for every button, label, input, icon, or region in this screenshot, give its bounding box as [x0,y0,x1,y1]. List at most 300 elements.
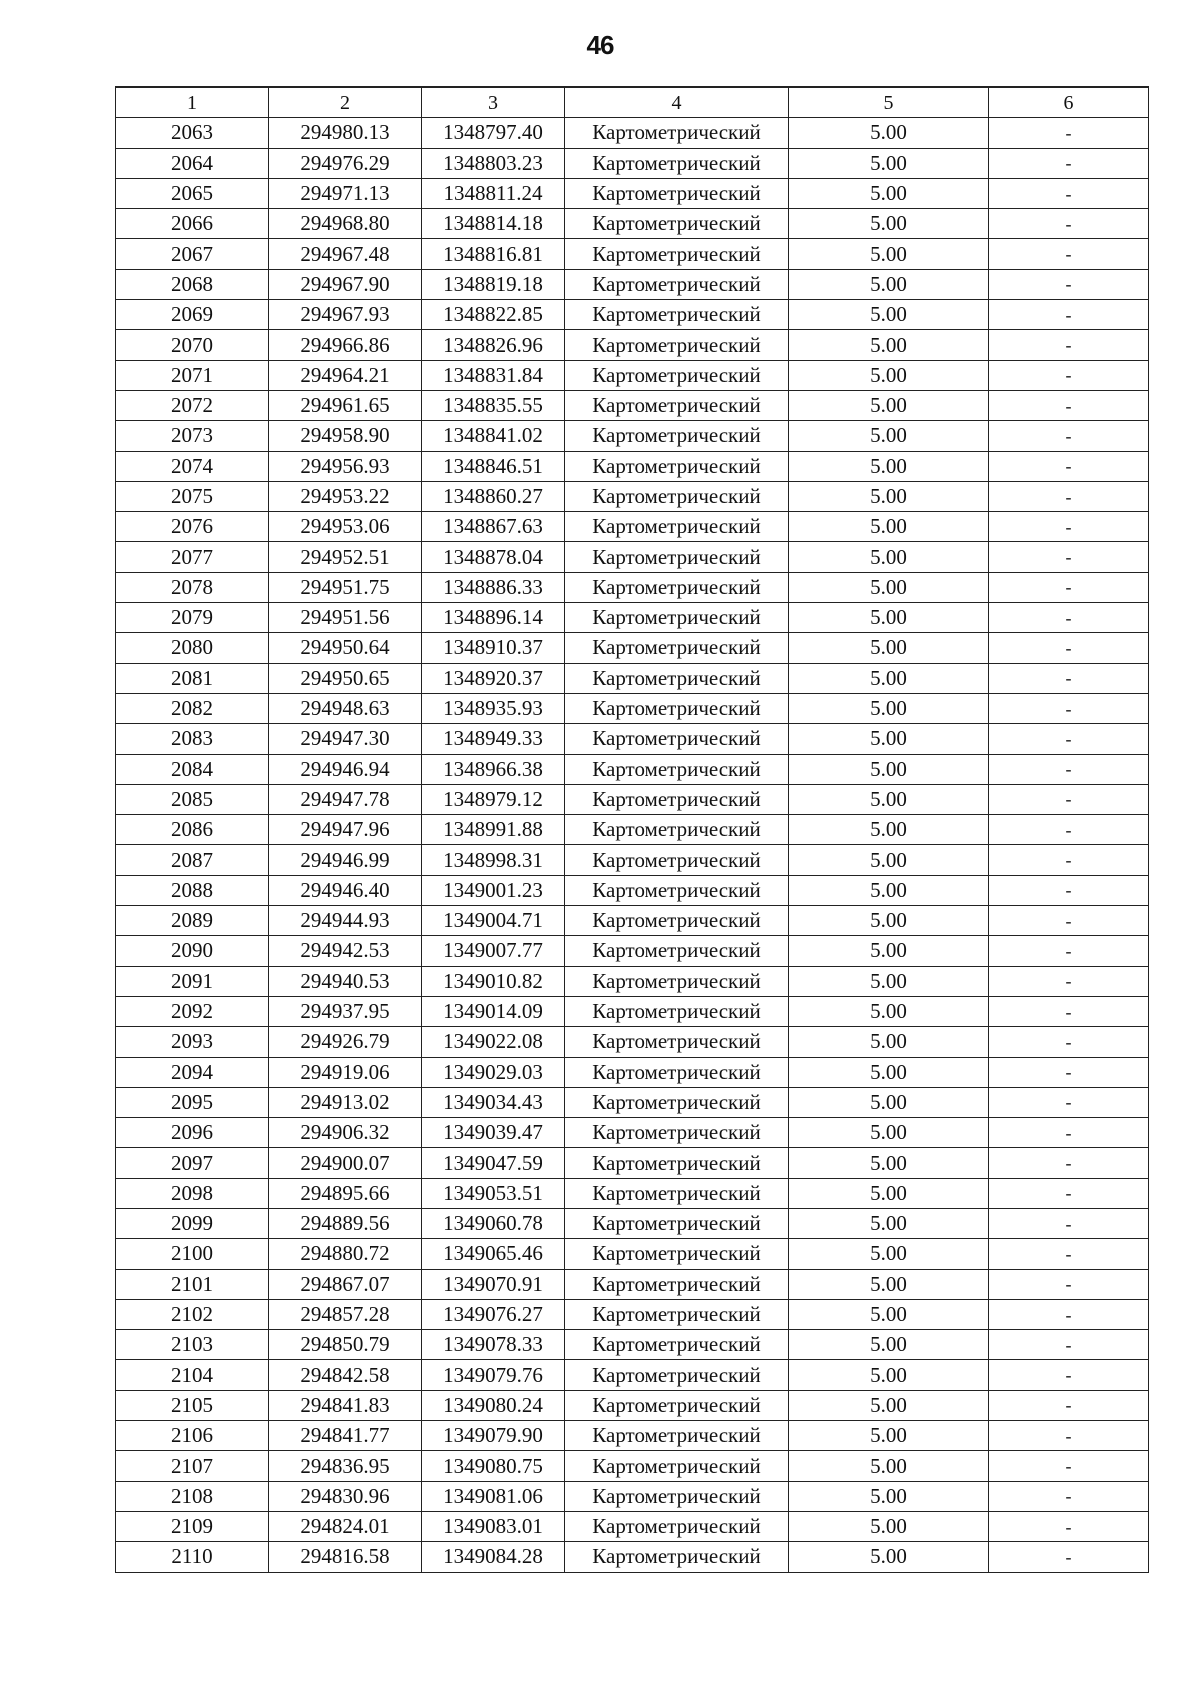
method-cell: Картометрический [565,1118,789,1148]
point-number-cell: 2102 [116,1299,269,1329]
accuracy-cell: 5.00 [789,1511,989,1541]
x-coordinate-cell: 294952.51 [269,542,422,572]
accuracy-cell: 5.00 [789,1148,989,1178]
description-cell: - [989,845,1149,875]
description-cell: - [989,1390,1149,1420]
point-number-cell: 2101 [116,1269,269,1299]
accuracy-cell: 5.00 [789,1057,989,1087]
point-number-cell: 2090 [116,936,269,966]
method-cell: Картометрический [565,1451,789,1481]
x-coordinate-cell: 294937.95 [269,996,422,1026]
point-number-cell: 2075 [116,481,269,511]
y-coordinate-cell: 1348935.93 [422,693,565,723]
y-coordinate-cell: 1348797.40 [422,118,565,148]
accuracy-cell: 5.00 [789,936,989,966]
point-number-cell: 2098 [116,1178,269,1208]
accuracy-cell: 5.00 [789,875,989,905]
method-cell: Картометрический [565,845,789,875]
y-coordinate-cell: 1349004.71 [422,906,565,936]
x-coordinate-cell: 294948.63 [269,693,422,723]
point-number-cell: 2088 [116,875,269,905]
method-cell: Картометрический [565,178,789,208]
method-cell: Картометрический [565,542,789,572]
y-coordinate-cell: 1348966.38 [422,754,565,784]
y-coordinate-cell: 1348867.63 [422,512,565,542]
method-cell: Картометрический [565,421,789,451]
y-coordinate-cell: 1349007.77 [422,936,565,966]
accuracy-cell: 5.00 [789,1208,989,1238]
y-coordinate-cell: 1348822.85 [422,300,565,330]
description-cell: - [989,1239,1149,1269]
y-coordinate-cell: 1349065.46 [422,1239,565,1269]
y-coordinate-cell: 1349080.24 [422,1390,565,1420]
description-cell: - [989,1511,1149,1541]
table-row [116,1087,1149,1117]
description-cell: - [989,1148,1149,1178]
description-cell: - [989,1421,1149,1451]
y-coordinate-cell: 1348949.33 [422,724,565,754]
point-number-cell: 2096 [116,1118,269,1148]
accuracy-cell: 5.00 [789,906,989,936]
table-row [116,663,1149,693]
x-coordinate-cell: 294940.53 [269,966,422,996]
accuracy-cell: 5.00 [789,178,989,208]
x-coordinate-cell: 294913.02 [269,1087,422,1117]
table-row [116,1269,1149,1299]
y-coordinate-cell: 1349001.23 [422,875,565,905]
point-number-cell: 2069 [116,300,269,330]
point-number-cell: 2076 [116,512,269,542]
y-coordinate-cell: 1348878.04 [422,542,565,572]
method-cell: Картометрический [565,1390,789,1420]
accuracy-cell: 5.00 [789,1178,989,1208]
point-number-cell: 2108 [116,1481,269,1511]
x-coordinate-cell: 294830.96 [269,1481,422,1511]
table-row [116,512,1149,542]
method-cell: Картометрический [565,1511,789,1541]
y-coordinate-cell: 1348803.23 [422,148,565,178]
point-number-cell: 2086 [116,815,269,845]
method-cell: Картометрический [565,1330,789,1360]
description-cell: - [989,1057,1149,1087]
x-coordinate-cell: 294926.79 [269,1027,422,1057]
point-number-cell: 2065 [116,178,269,208]
point-number-cell: 2066 [116,209,269,239]
accuracy-cell: 5.00 [789,1027,989,1057]
y-coordinate-cell: 1348841.02 [422,421,565,451]
method-cell: Картометрический [565,330,789,360]
method-cell: Картометрический [565,724,789,754]
method-cell: Картометрический [565,148,789,178]
description-cell: - [989,724,1149,754]
header-row [116,87,1149,118]
accuracy-cell: 5.00 [789,269,989,299]
description-cell: - [989,754,1149,784]
table-row [116,300,1149,330]
method-cell: Картометрический [565,1542,789,1572]
x-coordinate-cell: 294824.01 [269,1511,422,1541]
method-cell: Картометрический [565,209,789,239]
accuracy-cell: 5.00 [789,996,989,1026]
accuracy-cell: 5.00 [789,754,989,784]
method-cell: Картометрический [565,1239,789,1269]
accuracy-cell: 5.00 [789,815,989,845]
method-cell: Картометрический [565,633,789,663]
point-number-cell: 2063 [116,118,269,148]
x-coordinate-cell: 294836.95 [269,1451,422,1481]
column-header-5: 5 [789,87,989,118]
y-coordinate-cell: 1348835.55 [422,390,565,420]
y-coordinate-cell: 1349070.91 [422,1269,565,1299]
y-coordinate-cell: 1348831.84 [422,360,565,390]
point-number-cell: 2109 [116,1511,269,1541]
y-coordinate-cell: 1348846.51 [422,451,565,481]
description-cell: - [989,178,1149,208]
y-coordinate-cell: 1348811.24 [422,178,565,208]
accuracy-cell: 5.00 [789,633,989,663]
point-number-cell: 2070 [116,330,269,360]
description-cell: - [989,1087,1149,1117]
point-number-cell: 2087 [116,845,269,875]
table-row [116,1118,1149,1148]
method-cell: Картометрический [565,693,789,723]
x-coordinate-cell: 294895.66 [269,1178,422,1208]
point-number-cell: 2083 [116,724,269,754]
table-row [116,936,1149,966]
description-cell: - [989,1118,1149,1148]
table-row [116,178,1149,208]
column-header-4: 4 [565,87,789,118]
accuracy-cell: 5.00 [789,390,989,420]
table-row [116,603,1149,633]
accuracy-cell: 5.00 [789,1118,989,1148]
point-number-cell: 2084 [116,754,269,784]
description-cell: - [989,1360,1149,1390]
y-coordinate-cell: 1349083.01 [422,1511,565,1541]
x-coordinate-cell: 294946.94 [269,754,422,784]
accuracy-cell: 5.00 [789,1481,989,1511]
method-cell: Картометрический [565,875,789,905]
y-coordinate-cell: 1349084.28 [422,1542,565,1572]
method-cell: Картометрический [565,1481,789,1511]
table-row [116,1148,1149,1178]
y-coordinate-cell: 1349022.08 [422,1027,565,1057]
point-number-cell: 2073 [116,421,269,451]
method-cell: Картометрический [565,239,789,269]
method-cell: Картометрический [565,1178,789,1208]
accuracy-cell: 5.00 [789,451,989,481]
description-cell: - [989,875,1149,905]
x-coordinate-cell: 294816.58 [269,1542,422,1572]
table-row [116,845,1149,875]
description-cell: - [989,1178,1149,1208]
y-coordinate-cell: 1349034.43 [422,1087,565,1117]
description-cell: - [989,390,1149,420]
y-coordinate-cell: 1348910.37 [422,633,565,663]
accuracy-cell: 5.00 [789,1269,989,1299]
x-coordinate-cell: 294841.77 [269,1421,422,1451]
table-row [116,1027,1149,1057]
x-coordinate-cell: 294841.83 [269,1390,422,1420]
point-number-cell: 2077 [116,542,269,572]
method-cell: Картометрический [565,481,789,511]
y-coordinate-cell: 1348826.96 [422,330,565,360]
y-coordinate-cell: 1349076.27 [422,1299,565,1329]
point-number-cell: 2103 [116,1330,269,1360]
accuracy-cell: 5.00 [789,1390,989,1420]
y-coordinate-cell: 1348816.81 [422,239,565,269]
description-cell: - [989,815,1149,845]
y-coordinate-cell: 1349029.03 [422,1057,565,1087]
point-number-cell: 2068 [116,269,269,299]
table-row [116,693,1149,723]
description-cell: - [989,209,1149,239]
x-coordinate-cell: 294967.93 [269,300,422,330]
accuracy-cell: 5.00 [789,663,989,693]
table-row [116,906,1149,936]
x-coordinate-cell: 294947.30 [269,724,422,754]
x-coordinate-cell: 294857.28 [269,1299,422,1329]
description-cell: - [989,300,1149,330]
y-coordinate-cell: 1349060.78 [422,1208,565,1238]
point-number-cell: 2080 [116,633,269,663]
x-coordinate-cell: 294976.29 [269,148,422,178]
y-coordinate-cell: 1349080.75 [422,1451,565,1481]
description-cell: - [989,996,1149,1026]
method-cell: Картометрический [565,754,789,784]
table-row [116,754,1149,784]
description-cell: - [989,1269,1149,1299]
x-coordinate-cell: 294958.90 [269,421,422,451]
description-cell: - [989,906,1149,936]
table-row [116,784,1149,814]
description-cell: - [989,936,1149,966]
method-cell: Картометрический [565,512,789,542]
description-cell: - [989,330,1149,360]
table-row [116,1481,1149,1511]
point-number-cell: 2064 [116,148,269,178]
table-row [116,1542,1149,1572]
point-number-cell: 2078 [116,572,269,602]
x-coordinate-cell: 294951.75 [269,572,422,602]
x-coordinate-cell: 294964.21 [269,360,422,390]
accuracy-cell: 5.00 [789,845,989,875]
y-coordinate-cell: 1349079.90 [422,1421,565,1451]
accuracy-cell: 5.00 [789,603,989,633]
accuracy-cell: 5.00 [789,209,989,239]
table-row [116,1299,1149,1329]
page-number: 46 [586,30,614,60]
description-cell: - [989,1299,1149,1329]
accuracy-cell: 5.00 [789,481,989,511]
x-coordinate-cell: 294966.86 [269,330,422,360]
table-row [116,1239,1149,1269]
x-coordinate-cell: 294953.06 [269,512,422,542]
table-header [116,87,1149,118]
point-number-cell: 2074 [116,451,269,481]
point-number-cell: 2085 [116,784,269,814]
accuracy-cell: 5.00 [789,239,989,269]
table-row [116,209,1149,239]
y-coordinate-cell: 1348998.31 [422,845,565,875]
method-cell: Картометрический [565,1360,789,1390]
accuracy-cell: 5.00 [789,693,989,723]
accuracy-cell: 5.00 [789,360,989,390]
method-cell: Картометрический [565,936,789,966]
point-number-cell: 2081 [116,663,269,693]
method-cell: Картометрический [565,1299,789,1329]
accuracy-cell: 5.00 [789,1330,989,1360]
table-row [116,1208,1149,1238]
description-cell: - [989,239,1149,269]
accuracy-cell: 5.00 [789,300,989,330]
description-cell: - [989,663,1149,693]
description-cell: - [989,784,1149,814]
x-coordinate-cell: 294947.78 [269,784,422,814]
description-cell: - [989,1481,1149,1511]
x-coordinate-cell: 294947.96 [269,815,422,845]
method-cell: Картометрический [565,451,789,481]
table-row [116,1451,1149,1481]
point-number-cell: 2104 [116,1360,269,1390]
accuracy-cell: 5.00 [789,512,989,542]
coordinates-table [115,86,1149,1573]
accuracy-cell: 5.00 [789,148,989,178]
table-row [116,996,1149,1026]
y-coordinate-cell: 1349014.09 [422,996,565,1026]
y-coordinate-cell: 1348920.37 [422,663,565,693]
y-coordinate-cell: 1348979.12 [422,784,565,814]
column-header-2: 2 [269,87,422,118]
accuracy-cell: 5.00 [789,118,989,148]
x-coordinate-cell: 294967.48 [269,239,422,269]
point-number-cell: 2091 [116,966,269,996]
y-coordinate-cell: 1349078.33 [422,1330,565,1360]
table-row [116,390,1149,420]
x-coordinate-cell: 294906.32 [269,1118,422,1148]
column-header-6: 6 [989,87,1149,118]
method-cell: Картометрический [565,603,789,633]
point-number-cell: 2105 [116,1390,269,1420]
point-number-cell: 2092 [116,996,269,1026]
description-cell: - [989,269,1149,299]
x-coordinate-cell: 294889.56 [269,1208,422,1238]
x-coordinate-cell: 294951.56 [269,603,422,633]
x-coordinate-cell: 294956.93 [269,451,422,481]
table-row [116,1360,1149,1390]
table-row [116,148,1149,178]
method-cell: Картометрический [565,269,789,299]
x-coordinate-cell: 294944.93 [269,906,422,936]
point-number-cell: 2097 [116,1148,269,1178]
y-coordinate-cell: 1349079.76 [422,1360,565,1390]
description-cell: - [989,693,1149,723]
table-row [116,572,1149,602]
x-coordinate-cell: 294900.07 [269,1148,422,1178]
method-cell: Картометрический [565,815,789,845]
x-coordinate-cell: 294880.72 [269,1239,422,1269]
table-row [116,633,1149,663]
x-coordinate-cell: 294942.53 [269,936,422,966]
description-cell: - [989,1330,1149,1360]
x-coordinate-cell: 294971.13 [269,178,422,208]
table-row [116,118,1149,148]
x-coordinate-cell: 294950.64 [269,633,422,663]
x-coordinate-cell: 294919.06 [269,1057,422,1087]
table-row [116,330,1149,360]
method-cell: Картометрический [565,360,789,390]
method-cell: Картометрический [565,390,789,420]
point-number-cell: 2100 [116,1239,269,1269]
table-row [116,1330,1149,1360]
method-cell: Картометрический [565,1087,789,1117]
point-number-cell: 2110 [116,1542,269,1572]
y-coordinate-cell: 1348896.14 [422,603,565,633]
accuracy-cell: 5.00 [789,1360,989,1390]
description-cell: - [989,966,1149,996]
x-coordinate-cell: 294953.22 [269,481,422,511]
method-cell: Картометрический [565,663,789,693]
accuracy-cell: 5.00 [789,1299,989,1329]
method-cell: Картометрический [565,118,789,148]
y-coordinate-cell: 1348819.18 [422,269,565,299]
description-cell: - [989,481,1149,511]
point-number-cell: 2093 [116,1027,269,1057]
method-cell: Картометрический [565,1421,789,1451]
column-header-1: 1 [116,87,269,118]
description-cell: - [989,1451,1149,1481]
point-number-cell: 2067 [116,239,269,269]
method-cell: Картометрический [565,1269,789,1299]
x-coordinate-cell: 294946.40 [269,875,422,905]
table-row [116,1390,1149,1420]
x-coordinate-cell: 294946.99 [269,845,422,875]
x-coordinate-cell: 294867.07 [269,1269,422,1299]
method-cell: Картометрический [565,572,789,602]
table-row [116,966,1149,996]
point-number-cell: 2089 [116,906,269,936]
accuracy-cell: 5.00 [789,330,989,360]
table-row [116,481,1149,511]
y-coordinate-cell: 1349053.51 [422,1178,565,1208]
point-number-cell: 2106 [116,1421,269,1451]
accuracy-cell: 5.00 [789,966,989,996]
table-row [116,421,1149,451]
x-coordinate-cell: 294967.90 [269,269,422,299]
description-cell: - [989,633,1149,663]
description-cell: - [989,360,1149,390]
method-cell: Картометрический [565,784,789,814]
method-cell: Картометрический [565,300,789,330]
description-cell: - [989,1542,1149,1572]
description-cell: - [989,451,1149,481]
table-row [116,451,1149,481]
accuracy-cell: 5.00 [789,724,989,754]
method-cell: Картометрический [565,1148,789,1178]
point-number-cell: 2072 [116,390,269,420]
table-row [116,1057,1149,1087]
description-cell: - [989,603,1149,633]
x-coordinate-cell: 294980.13 [269,118,422,148]
y-coordinate-cell: 1349081.06 [422,1481,565,1511]
y-coordinate-cell: 1348886.33 [422,572,565,602]
description-cell: - [989,572,1149,602]
point-number-cell: 2095 [116,1087,269,1117]
point-number-cell: 2107 [116,1451,269,1481]
y-coordinate-cell: 1348814.18 [422,209,565,239]
y-coordinate-cell: 1349010.82 [422,966,565,996]
accuracy-cell: 5.00 [789,542,989,572]
